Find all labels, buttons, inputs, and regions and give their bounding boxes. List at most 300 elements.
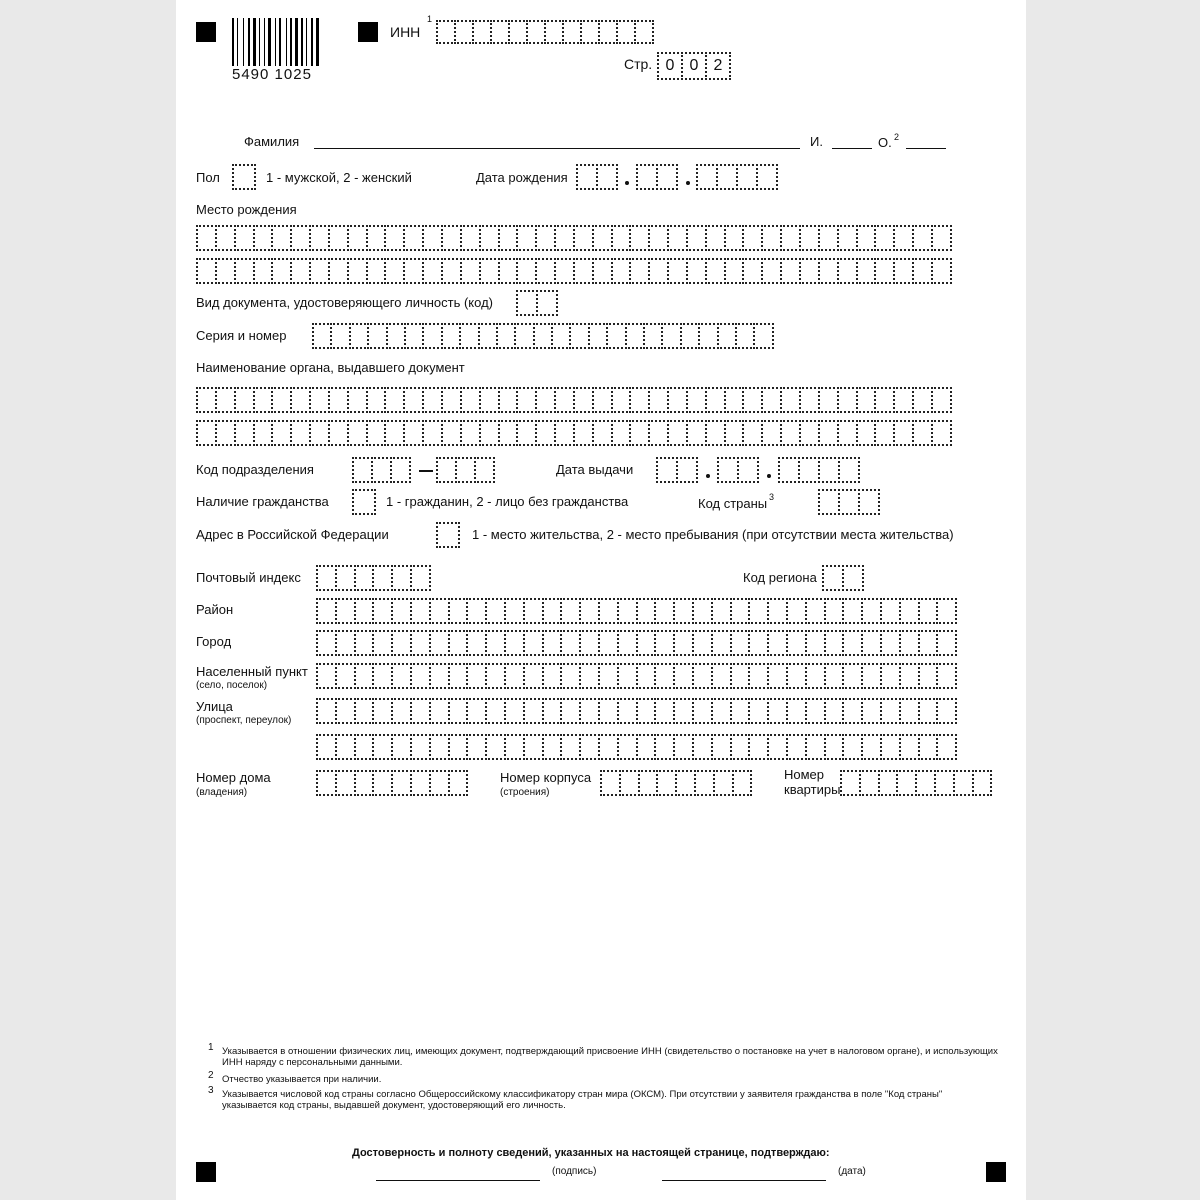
char-cell[interactable] [335,663,356,689]
char-cell[interactable] [448,770,469,796]
char-cell[interactable] [856,225,877,251]
char-cell[interactable] [354,663,375,689]
char-cell[interactable] [756,164,778,190]
char-cell[interactable] [498,387,519,413]
char-cell[interactable] [824,734,845,760]
char-cell[interactable] [372,598,393,624]
char-cell[interactable] [778,457,800,483]
char-cell[interactable] [372,698,393,724]
char-cell[interactable] [316,663,337,689]
char-cell[interactable] [880,598,901,624]
char-cell[interactable] [634,20,654,44]
char-cell[interactable] [617,630,638,656]
postal-code-field[interactable] [316,565,429,591]
char-cell[interactable] [837,387,858,413]
char-cell[interactable] [600,770,621,796]
char-cell[interactable] [448,598,469,624]
street-field-line-1[interactable] [316,698,955,724]
char-cell[interactable] [504,630,525,656]
char-cell[interactable] [516,290,538,316]
char-cell[interactable] [498,420,519,446]
char-cell[interactable] [290,420,311,446]
char-cell[interactable] [735,323,755,349]
char-cell[interactable] [912,420,933,446]
char-cell[interactable] [936,698,957,724]
char-cell[interactable] [367,323,387,349]
char-cell[interactable] [573,225,594,251]
char-cell[interactable] [460,387,481,413]
char-cell[interactable] [661,323,681,349]
char-cell[interactable] [354,630,375,656]
char-cell[interactable] [573,387,594,413]
char-cell[interactable] [422,225,443,251]
char-cell[interactable] [560,698,581,724]
char-cell[interactable] [384,225,405,251]
char-cell[interactable] [215,420,236,446]
char-cell[interactable] [436,457,457,483]
char-cell[interactable] [931,225,952,251]
char-cell[interactable] [592,387,613,413]
char-cell[interactable] [786,598,807,624]
char-cell[interactable] [448,630,469,656]
char-cell[interactable] [349,323,369,349]
char-cell[interactable] [466,698,487,724]
char-cell[interactable] [466,663,487,689]
char-cell[interactable] [686,420,707,446]
char-cell[interactable] [786,734,807,760]
char-cell[interactable] [824,663,845,689]
char-cell[interactable] [724,420,745,446]
char-cell[interactable] [598,598,619,624]
char-cell[interactable] [410,734,431,760]
char-cell[interactable] [686,258,707,284]
char-cell[interactable] [576,164,598,190]
char-cell[interactable] [316,598,337,624]
char-cell[interactable] [918,598,939,624]
char-cell[interactable] [730,734,751,760]
char-cell[interactable] [675,770,696,796]
char-cell[interactable] [724,225,745,251]
char-cell[interactable] [705,225,726,251]
char-cell[interactable] [748,698,769,724]
char-cell[interactable] [478,323,498,349]
inn-field[interactable] [436,20,652,44]
char-cell[interactable] [598,663,619,689]
char-cell[interactable] [598,20,618,44]
char-cell[interactable] [629,387,650,413]
char-cell[interactable] [818,457,840,483]
char-cell[interactable] [490,20,510,44]
char-cell[interactable] [673,698,694,724]
char-cell[interactable] [617,598,638,624]
char-cell[interactable] [842,598,863,624]
char-cell[interactable] [573,420,594,446]
char-cell[interactable] [523,663,544,689]
char-cell[interactable] [842,565,864,591]
char-cell[interactable] [234,420,255,446]
char-cell[interactable] [535,225,556,251]
char-cell[interactable] [366,258,387,284]
char-cell[interactable] [316,734,337,760]
char-cell[interactable] [696,164,718,190]
char-cell[interactable] [861,630,882,656]
char-cell[interactable] [648,258,669,284]
char-cell[interactable] [309,387,330,413]
char-cell[interactable] [636,630,657,656]
char-cell[interactable] [459,323,479,349]
char-cell[interactable] [705,258,726,284]
char-cell[interactable] [692,663,713,689]
char-cell[interactable] [842,663,863,689]
char-cell[interactable] [466,598,487,624]
char-cell[interactable] [562,20,582,44]
char-cell[interactable] [880,630,901,656]
country-code-field[interactable] [818,489,878,515]
char-cell[interactable] [673,663,694,689]
char-cell[interactable] [705,387,726,413]
char-cell[interactable] [514,323,534,349]
char-cell[interactable] [384,387,405,413]
char-cell[interactable] [818,489,840,515]
char-cell[interactable] [441,258,462,284]
char-cell[interactable] [654,598,675,624]
issuer-field-line-2[interactable] [196,420,950,446]
char-cell[interactable] [391,565,412,591]
char-cell[interactable] [936,598,957,624]
char-cell[interactable] [636,164,658,190]
char-cell[interactable] [874,258,895,284]
char-cell[interactable] [516,420,537,446]
char-cell[interactable] [856,387,877,413]
char-cell[interactable] [654,734,675,760]
char-cell[interactable] [523,698,544,724]
char-cell[interactable] [673,598,694,624]
char-cell[interactable] [692,630,713,656]
char-cell[interactable] [429,698,450,724]
char-cell[interactable] [554,258,575,284]
char-cell[interactable] [372,734,393,760]
char-cell[interactable] [611,387,632,413]
char-cell[interactable] [648,387,669,413]
char-cell[interactable] [498,258,519,284]
char-cell[interactable] [328,420,349,446]
char-cell[interactable] [761,258,782,284]
char-cell[interactable] [711,698,732,724]
char-cell[interactable] [196,387,217,413]
char-cell[interactable] [861,734,882,760]
surname-line[interactable] [314,148,800,149]
char-cell[interactable] [560,598,581,624]
char-cell[interactable] [580,20,600,44]
char-cell[interactable] [508,20,528,44]
house-field[interactable] [316,770,466,796]
char-cell[interactable] [838,457,860,483]
char-cell[interactable] [918,698,939,724]
char-cell[interactable] [354,598,375,624]
char-cell[interactable] [748,663,769,689]
char-cell[interactable] [874,225,895,251]
patronymic-initial-line[interactable] [906,148,946,149]
char-cell[interactable] [673,630,694,656]
char-cell[interactable] [560,734,581,760]
city-field[interactable] [316,630,955,656]
char-cell[interactable] [931,387,952,413]
char-cell[interactable] [533,323,553,349]
doc-type-field[interactable] [516,290,556,316]
char-cell[interactable] [455,457,476,483]
char-cell[interactable] [730,630,751,656]
char-cell[interactable] [931,420,952,446]
char-cell[interactable] [454,20,474,44]
char-cell[interactable] [309,258,330,284]
issuer-field-line-1[interactable] [196,387,950,413]
char-cell[interactable] [391,698,412,724]
char-cell[interactable] [636,663,657,689]
char-cell[interactable] [598,630,619,656]
char-cell[interactable] [953,770,974,796]
char-cell[interactable] [625,323,645,349]
char-cell[interactable] [654,698,675,724]
char-cell[interactable] [253,420,274,446]
char-cell[interactable] [535,387,556,413]
char-cell[interactable] [410,698,431,724]
char-cell[interactable] [859,770,880,796]
char-cell[interactable] [347,420,368,446]
char-cell[interactable] [372,770,393,796]
char-cell[interactable] [824,630,845,656]
char-cell[interactable] [271,258,292,284]
char-cell[interactable] [504,663,525,689]
char-cell[interactable] [542,630,563,656]
issue-day-field[interactable] [656,457,696,483]
char-cell[interactable] [711,734,732,760]
char-cell[interactable] [742,387,763,413]
char-cell[interactable] [598,698,619,724]
char-cell[interactable] [636,698,657,724]
char-cell[interactable] [390,457,411,483]
birth-day-field[interactable] [576,164,616,190]
char-cell[interactable] [485,734,506,760]
char-cell[interactable] [422,323,442,349]
char-cell[interactable] [818,420,839,446]
char-cell[interactable] [617,698,638,724]
char-cell[interactable] [504,734,525,760]
char-cell[interactable] [479,420,500,446]
char-cell[interactable] [798,457,820,483]
char-cell[interactable] [899,734,920,760]
char-cell[interactable] [316,630,337,656]
char-cell[interactable] [523,630,544,656]
char-cell[interactable] [410,565,431,591]
char-cell[interactable] [606,323,626,349]
char-cell[interactable] [253,387,274,413]
char-cell[interactable] [780,258,801,284]
char-cell[interactable] [234,387,255,413]
char-cell[interactable] [874,420,895,446]
char-cell[interactable] [544,20,564,44]
char-cell[interactable] [554,420,575,446]
char-cell[interactable] [656,770,677,796]
division-code-part-2[interactable] [436,457,493,483]
char-cell[interactable] [472,20,492,44]
char-cell[interactable] [309,420,330,446]
char-cell[interactable] [569,323,589,349]
signature-line[interactable] [376,1180,540,1181]
issue-year-field[interactable] [778,457,858,483]
char-cell[interactable] [732,770,753,796]
char-cell[interactable] [676,457,698,483]
char-cell[interactable] [799,258,820,284]
char-cell[interactable] [596,164,618,190]
char-cell[interactable] [673,734,694,760]
char-cell[interactable] [498,225,519,251]
char-cell[interactable] [366,225,387,251]
char-cell[interactable] [485,598,506,624]
char-cell[interactable] [786,630,807,656]
char-cell[interactable] [328,225,349,251]
char-cell[interactable] [479,225,500,251]
char-cell[interactable] [504,698,525,724]
char-cell[interactable] [730,698,751,724]
char-cell[interactable] [253,225,274,251]
char-cell[interactable] [680,323,700,349]
char-cell[interactable] [309,225,330,251]
char-cell[interactable] [328,387,349,413]
char-cell[interactable] [818,387,839,413]
char-cell[interactable] [716,164,738,190]
char-cell[interactable] [761,225,782,251]
building-field[interactable] [600,770,750,796]
char-cell[interactable] [915,770,936,796]
char-cell[interactable] [748,734,769,760]
char-cell[interactable] [330,323,350,349]
char-cell[interactable] [861,663,882,689]
char-cell[interactable] [617,734,638,760]
char-cell[interactable] [805,663,826,689]
char-cell[interactable] [579,734,600,760]
char-cell[interactable] [629,258,650,284]
char-cell[interactable] [271,420,292,446]
char-cell[interactable] [880,698,901,724]
char-cell[interactable] [496,323,516,349]
char-cell[interactable] [767,663,788,689]
char-cell[interactable] [742,225,763,251]
birth-year-field[interactable] [696,164,776,190]
date-line[interactable] [662,1180,826,1181]
char-cell[interactable] [448,663,469,689]
char-cell[interactable] [410,630,431,656]
char-cell[interactable] [429,734,450,760]
char-cell[interactable] [347,258,368,284]
char-cell[interactable] [643,323,663,349]
char-cell[interactable] [316,565,337,591]
char-cell[interactable] [724,387,745,413]
char-cell[interactable] [335,630,356,656]
char-cell[interactable] [737,457,759,483]
char-cell[interactable] [347,387,368,413]
char-cell[interactable] [410,770,431,796]
char-cell[interactable] [753,323,773,349]
char-cell[interactable] [936,663,957,689]
char-cell[interactable] [372,630,393,656]
char-cell[interactable] [354,698,375,724]
char-cell[interactable] [611,420,632,446]
char-cell[interactable] [717,457,739,483]
char-cell[interactable] [742,420,763,446]
char-cell[interactable] [861,698,882,724]
char-cell[interactable] [354,734,375,760]
char-cell[interactable] [441,323,461,349]
char-cell[interactable] [479,387,500,413]
char-cell[interactable] [403,420,424,446]
char-cell[interactable] [837,225,858,251]
char-cell[interactable] [786,663,807,689]
char-cell[interactable] [504,598,525,624]
char-cell[interactable] [391,770,412,796]
char-cell[interactable] [730,598,751,624]
char-cell[interactable] [837,420,858,446]
char-cell[interactable] [384,258,405,284]
address-type-field[interactable] [436,522,458,548]
char-cell[interactable] [429,770,450,796]
char-cell[interactable] [692,698,713,724]
char-cell[interactable] [312,323,332,349]
char-cell[interactable] [232,164,256,190]
char-cell[interactable] [767,598,788,624]
division-code-part-1[interactable] [352,457,409,483]
char-cell[interactable] [290,225,311,251]
char-cell[interactable] [805,598,826,624]
char-cell[interactable] [579,630,600,656]
char-cell[interactable] [912,225,933,251]
birth-place-field-line-1[interactable] [196,225,950,251]
char-cell[interactable] [215,258,236,284]
char-cell[interactable] [403,225,424,251]
char-cell[interactable] [474,457,495,483]
char-cell[interactable] [588,323,608,349]
char-cell[interactable] [523,598,544,624]
char-cell[interactable] [934,770,955,796]
char-cell[interactable] [403,258,424,284]
char-cell[interactable] [535,420,556,446]
char-cell[interactable] [352,489,376,515]
char-cell[interactable] [824,698,845,724]
char-cell[interactable] [516,387,537,413]
char-cell[interactable] [761,420,782,446]
char-cell[interactable] [448,698,469,724]
char-cell[interactable] [384,420,405,446]
char-cell[interactable] [654,630,675,656]
char-cell[interactable] [391,663,412,689]
char-cell[interactable] [592,225,613,251]
char-cell[interactable] [485,698,506,724]
char-cell[interactable] [786,698,807,724]
char-cell[interactable] [880,734,901,760]
char-cell[interactable] [404,323,424,349]
char-cell[interactable] [290,258,311,284]
char-cell[interactable] [403,387,424,413]
char-cell[interactable] [372,663,393,689]
char-cell[interactable] [542,698,563,724]
char-cell[interactable] [579,698,600,724]
char-cell[interactable] [822,565,844,591]
char-cell[interactable] [899,698,920,724]
char-cell[interactable] [667,387,688,413]
char-cell[interactable] [767,698,788,724]
char-cell[interactable] [354,770,375,796]
char-cell[interactable] [536,290,558,316]
char-cell[interactable] [441,225,462,251]
